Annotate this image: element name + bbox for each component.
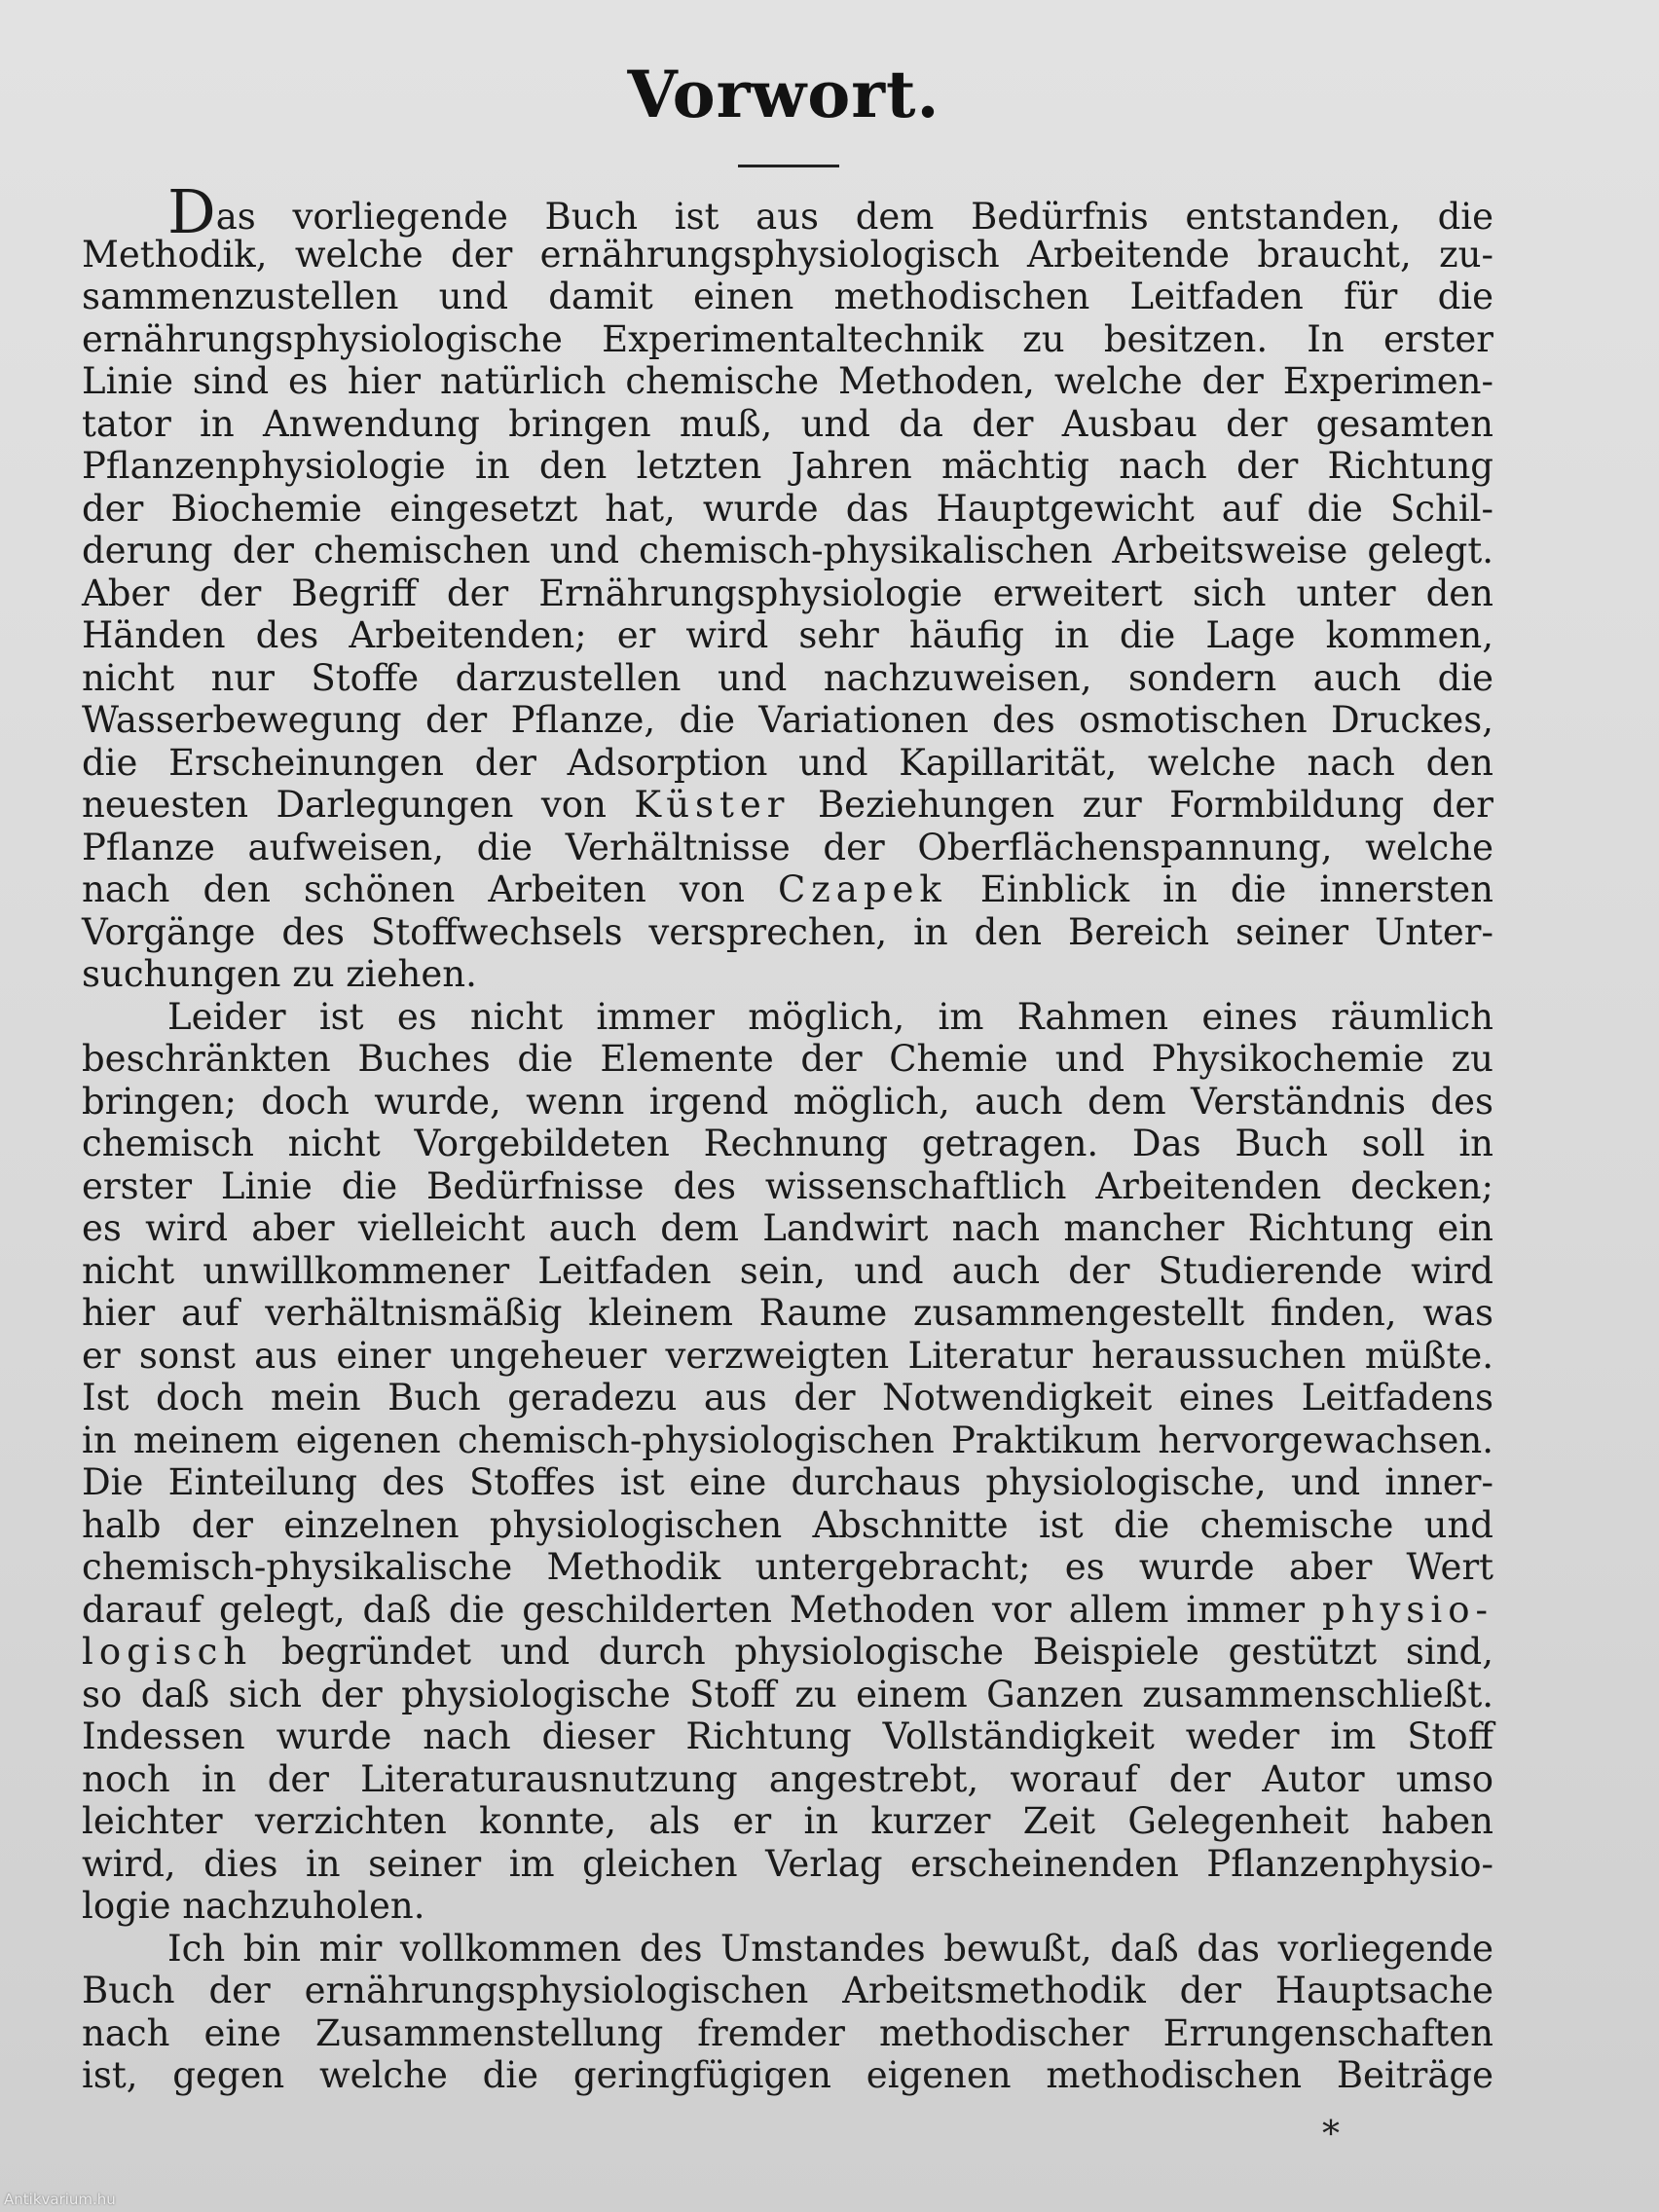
text-line <box>82 784 1493 827</box>
emphasis-logisch: logisch <box>82 1631 253 1673</box>
text-span: Beziehungen zur Formbildung der <box>790 784 1493 826</box>
author-name-kuester: Küster <box>634 784 791 826</box>
text-line: es wird aber vielleicht auch dem Landwirt nach mancher Richtung ein <box>82 1207 1493 1249</box>
text-line: der Biochemie eingesetzt hat, wurde das Hauptgewicht auf die Schil- <box>82 487 1493 530</box>
drop-capital: D <box>167 176 216 247</box>
text-line: Händen des Arbeitenden; er wird sehr häufig in die Lage kommen, <box>82 614 1493 656</box>
text-line: tator in Anwendung bringen muß, und da der Ausbau der gesamten <box>82 402 1493 445</box>
signature-mark: * <box>1322 2115 1340 2155</box>
text-line: Methodik, welche der ernährungsphysiologisch Arbeitende braucht, zu- <box>82 233 1493 276</box>
text-line: Aber der Begriff der Ernährungsphysiologie erweitert sich unter den <box>82 571 1493 614</box>
text-line: so daß sich der physiologische Stoff zu einem Ganzen zusammenschließt. <box>82 1673 1493 1715</box>
author-name-czapek: Czapek <box>777 868 947 910</box>
text-span: begründet und durch physiologische Beispiele gestützt sind, <box>252 1631 1493 1673</box>
text-line: chemisch-physikalische Methodik untergebracht; es wurde aber Wert <box>82 1546 1493 1588</box>
text-line: die Erscheinungen der Adsorption und Kapillarität, welche nach den <box>82 741 1493 784</box>
text-line: erster Linie die Bedürfnisse des wissenschaftlich Arbeitenden decken; <box>82 1164 1493 1207</box>
text-line: bringen; doch wurde, wenn irgend möglich, auch dem Verständnis des <box>82 1080 1493 1123</box>
text-span: nach den schönen Arbeiten von <box>82 868 778 910</box>
text-line: Vorgänge des Stoffwechsels versprechen, in den Bereich seiner Unter- <box>82 910 1493 953</box>
text-line: er sonst aus einer ungeheuer verzweigten Literatur heraussuchen müßte. <box>82 1334 1493 1377</box>
body-text <box>82 176 1493 2097</box>
text-span: as vorliegende Buch ist aus dem Bedürfnis entstanden, die <box>215 196 1493 238</box>
text-line: wird, dies in seiner im gleichen Verlag erscheinenden Pflanzenphysio- <box>82 1842 1493 1885</box>
text-line <box>82 1589 1493 1632</box>
text-span: neuesten Darlegungen von <box>82 784 635 826</box>
text-line: sammenzustellen und damit einen methodischen Leitfaden für die <box>82 276 1493 317</box>
text-line: leichter verzichten konnte, als er in kurzer Zeit Gelegenheit haben <box>82 1800 1493 1842</box>
text-span: Einblick in die innersten <box>946 868 1493 910</box>
text-line: Pflanze aufweisen, die Verhältnisse der Oberflächenspannung, welche <box>82 826 1493 868</box>
text-line: logie nachzuholen. <box>82 1885 425 1927</box>
page-title: Vorwort. <box>627 56 940 132</box>
text-line: in meinem eigenen chemisch-physiologischen Praktikum hervorgewachsen. <box>82 1419 1493 1461</box>
text-line: nach eine Zusammenstellung fremder methodischer Errungenschaften <box>82 2011 1493 2054</box>
text-line: Ist doch mein Buch geradezu aus der Notwendigkeit eines Leitfadens <box>82 1377 1493 1419</box>
text-line <box>82 1631 1493 1674</box>
text-line: halb der einzelnen physiologischen Abschnitte ist die chemische und <box>82 1503 1493 1546</box>
text-line: Leider ist es nicht immer möglich, im Rahmen eines räumlich <box>167 995 1493 1038</box>
title-rule <box>738 165 839 167</box>
text-span: darauf gelegt, daß die geschilderten Methoden vor allem immer <box>82 1588 1322 1631</box>
text-line: noch in der Literaturausnutzung angestrebt, worauf der Autor umso <box>82 1757 1493 1800</box>
text-line: Pflanzenphysiologie in den letzten Jahren mächtig nach der Richtung <box>82 445 1493 487</box>
text-line: nicht unwillkommener Leitfaden sein, und auch der Studierende wird <box>82 1249 1493 1292</box>
text-line: Die Einteilung des Stoffes ist eine durchaus physiologische, und inner- <box>82 1461 1493 1503</box>
watermark: Antikvarium.hu <box>4 2191 116 2208</box>
text-line: Indessen wurde nach dieser Richtung Vollständigkeit weder im Stoff <box>82 1715 1493 1757</box>
text-line: Linie sind es hier natürlich chemische Methoden, welche der Experimen- <box>82 360 1493 402</box>
text-line: hier auf verhältnismäßig kleinem Raume zusammengestellt finden, was <box>82 1292 1493 1334</box>
text-line <box>82 176 1493 247</box>
text-line: suchungen zu ziehen. <box>82 953 477 995</box>
text-line: Wasserbewegung der Pflanze, die Variationen des osmotischen Druckes, <box>82 699 1493 741</box>
text-line: ernährungsphysiologische Experimentaltechnik zu besitzen. In erster <box>82 317 1493 360</box>
text-line: beschränkten Buches die Elemente der Chemie und Physikochemie zu <box>82 1038 1493 1080</box>
text-line: derung der chemischen und chemisch-physikalischen Arbeitsweise gelegt. <box>82 530 1493 571</box>
text-line: Buch der ernährungsphysiologischen Arbeitsmethodik der Hauptsache <box>82 1970 1493 2011</box>
text-line: ist, gegen welche die geringfügigen eigenen methodischen Beiträge <box>82 2054 1493 2096</box>
text-line: chemisch nicht Vorgebildeten Rechnung getragen. Das Buch soll in <box>82 1123 1493 1164</box>
text-line: nicht nur Stoffe darzustellen und nachzuweisen, sondern auch die <box>82 656 1493 699</box>
text-line: Ich bin mir vollkommen des Umstandes bewußt, daß das vorliegende <box>167 1927 1493 1970</box>
text-line <box>82 868 1493 911</box>
emphasis-physio: physio- <box>1321 1588 1493 1631</box>
